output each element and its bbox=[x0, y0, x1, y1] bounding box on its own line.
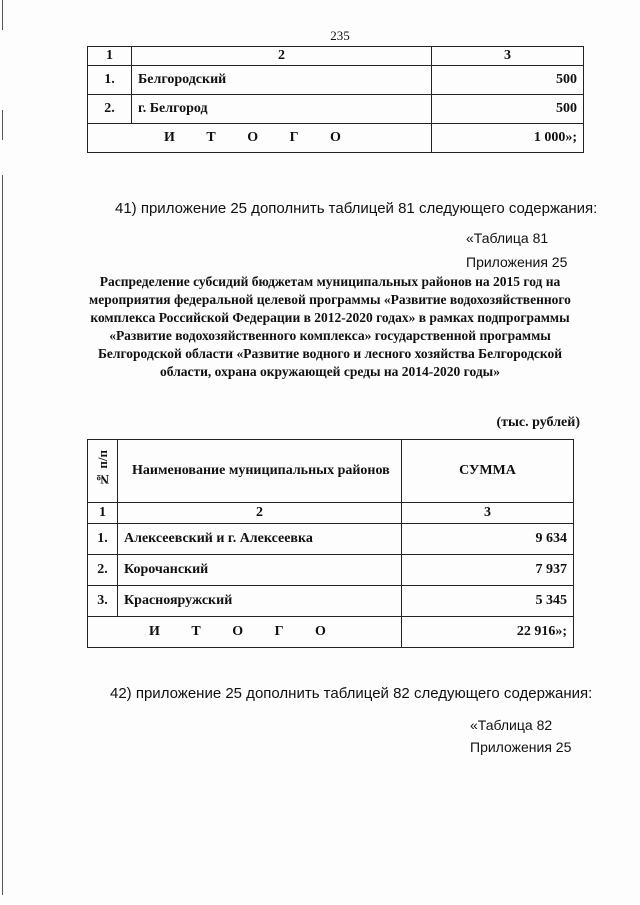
row-name: Белгородский bbox=[132, 66, 432, 95]
table82-reference bbox=[470, 715, 571, 757]
row-value: 9 634 bbox=[402, 524, 574, 555]
row-name: Алексеевский и г. Алексеевка bbox=[118, 524, 402, 555]
table-total-row bbox=[88, 617, 574, 648]
row-num: 1. bbox=[88, 524, 118, 555]
col-header-sum: СУММА bbox=[402, 440, 574, 503]
page-number: 235 bbox=[330, 28, 350, 43]
col-number-1: 1 bbox=[88, 47, 132, 66]
row-value: 7 937 bbox=[402, 555, 574, 586]
table-row bbox=[88, 586, 574, 617]
table-total-row bbox=[88, 124, 584, 153]
row-value: 500 bbox=[432, 95, 584, 124]
table-row bbox=[88, 555, 574, 586]
col-number-2: 2 bbox=[132, 47, 432, 66]
row-num: 2. bbox=[88, 555, 118, 586]
total-value: 1 000»; bbox=[432, 124, 584, 153]
col-header-num bbox=[88, 440, 118, 503]
table-row bbox=[88, 95, 584, 124]
col-number-3: 3 bbox=[402, 503, 574, 524]
table-row bbox=[88, 524, 574, 555]
table-header-row bbox=[88, 47, 584, 66]
row-value: 5 345 bbox=[402, 586, 574, 617]
table81-label: «Таблица 81 bbox=[466, 230, 549, 246]
table-title: Распределение субсидий бюджетам муниципальных районов на 2015 год на мероприятия федеральной целевой программы «Развитие водохозяйственного комплекса Российской Федерации в 2012-2020 годах» в рамках подпрограммы «Развитие водохозяйственного комплекса» государственной программы Белгородской области «Развитие водного и лесного хозяйства Белгородской области, охрана окружающей среды на 2014-2020 годы» bbox=[89, 274, 571, 379]
table-prev bbox=[87, 46, 584, 153]
row-name: Корочанский bbox=[118, 555, 402, 586]
table-row bbox=[88, 66, 584, 95]
table-81 bbox=[87, 439, 574, 648]
row-num: 1. bbox=[88, 66, 132, 95]
col-header-num-label: № п/п bbox=[94, 450, 110, 487]
col-number-2: 2 bbox=[118, 503, 402, 524]
table82-label: «Таблица 82 bbox=[470, 717, 553, 733]
table-colnum-row bbox=[88, 503, 574, 524]
row-name: г. Белгород bbox=[132, 95, 432, 124]
col-header-name: Наименование муниципальных районов bbox=[118, 440, 402, 503]
table81-appendix: Приложения 25 bbox=[466, 254, 568, 270]
row-value: 500 bbox=[432, 66, 584, 95]
col-number-1: 1 bbox=[88, 503, 118, 524]
row-num: 2. bbox=[88, 95, 132, 124]
table81-reference bbox=[466, 228, 567, 272]
table82-appendix: Приложения 25 bbox=[470, 739, 572, 755]
row-name: Краснояружский bbox=[118, 586, 402, 617]
total-label: И Т О Г О bbox=[88, 617, 402, 648]
row-num: 3. bbox=[88, 586, 118, 617]
paragraph-41: 41) приложение 25 дополнить таблицей 81 следующего содержания: bbox=[115, 200, 598, 217]
col-number-3: 3 bbox=[432, 47, 584, 66]
total-value: 22 916»; bbox=[402, 617, 574, 648]
table-header-row bbox=[88, 440, 574, 503]
total-label: И Т О Г О bbox=[88, 124, 432, 153]
paragraph-42: 42) приложение 25 дополнить таблицей 82 следующего содержания: bbox=[110, 685, 593, 702]
units-label: (тыс. рублей) bbox=[496, 415, 580, 430]
